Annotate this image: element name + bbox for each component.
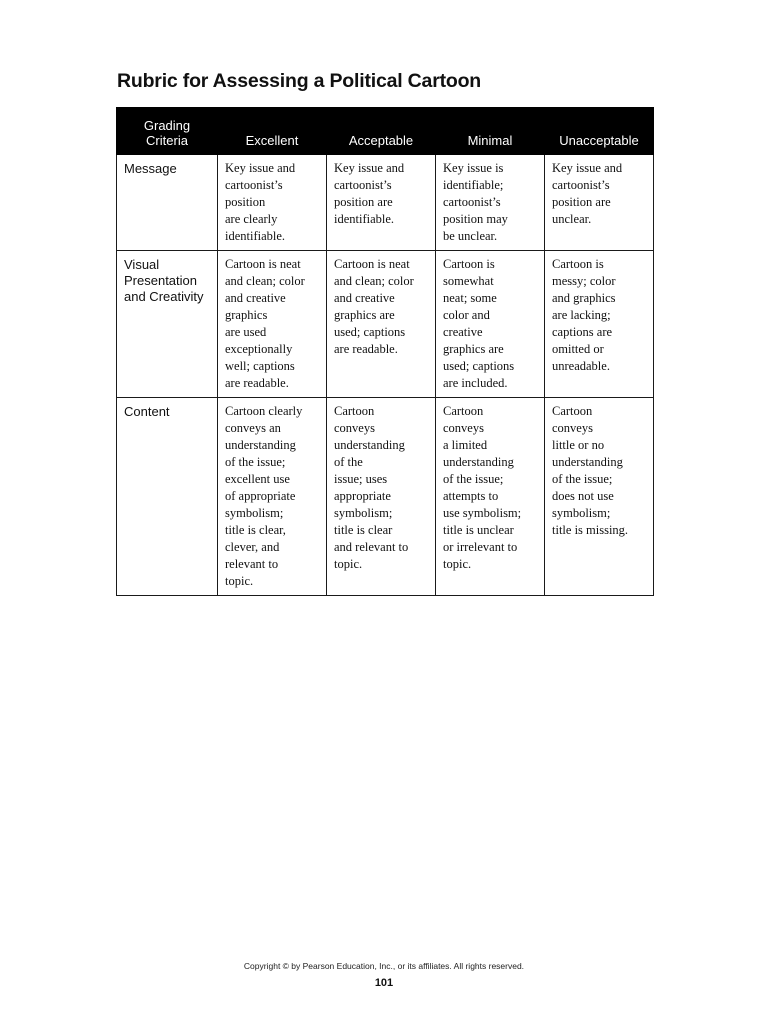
rubric-row-content: [117, 398, 654, 596]
rubric-table: [116, 107, 654, 596]
header-excellent: Excellent: [218, 108, 327, 155]
visual-excellent-cell: Cartoon is neat and clean; color and creative graphics are used exceptionally well; captions are readable.: [218, 251, 327, 398]
criterion-visual-presentation: Visual Presentation and Creativity: [117, 251, 218, 398]
header-grading-criteria: Grading Criteria: [117, 108, 218, 155]
message-minimal-cell: Key issue is identifiable; cartoonist’s position may be unclear.: [436, 155, 545, 251]
page-number: 101: [374, 977, 394, 989]
criterion-content: Content: [117, 398, 218, 596]
rubric-row-visual-presentation: [117, 251, 654, 398]
content-excellent-cell: Cartoon clearly conveys an understanding of the issue; excellent use of appropriate symbolism; title is clear, clever, and relevant to topic.: [218, 398, 327, 596]
content-unacceptable-cell: Cartoon conveys little or no understanding of the issue; does not use symbolism; title is missing.: [545, 398, 654, 596]
header-minimal: Minimal: [436, 108, 545, 155]
header-acceptable: Acceptable: [327, 108, 436, 155]
criterion-message: Message: [117, 155, 218, 251]
content-acceptable-cell: Cartoon conveys understanding of the issue; uses appropriate symbolism; title is clear and relevant to topic.: [327, 398, 436, 596]
message-acceptable-cell: Key issue and cartoonist’s position are identifiable.: [327, 155, 436, 251]
visual-acceptable-cell: Cartoon is neat and clean; color and creative graphics are used; captions are readable.: [327, 251, 436, 398]
message-excellent-cell: Key issue and cartoonist’s position are clearly identifiable.: [218, 155, 327, 251]
page-title: Rubric for Assessing a Political Cartoon: [117, 70, 482, 92]
copyright-notice: Copyright © by Pearson Education, Inc., or its affiliates. All rights reserved.: [243, 961, 525, 971]
message-unacceptable-cell: Key issue and cartoonist’s position are unclear.: [545, 155, 654, 251]
rubric-row-message: [117, 155, 654, 251]
visual-minimal-cell: Cartoon is somewhat neat; some color and creative graphics are used; captions are included.: [436, 251, 545, 398]
visual-unacceptable-cell: Cartoon is messy; color and graphics are lacking; captions are omitted or unreadable.: [545, 251, 654, 398]
content-minimal-cell: Cartoon conveys a limited understanding of the issue; attempts to use symbolism; title is unclear or irrelevant to topic.: [436, 398, 545, 596]
header-unacceptable: Unacceptable: [545, 108, 654, 155]
rubric-header-row: [117, 108, 654, 155]
